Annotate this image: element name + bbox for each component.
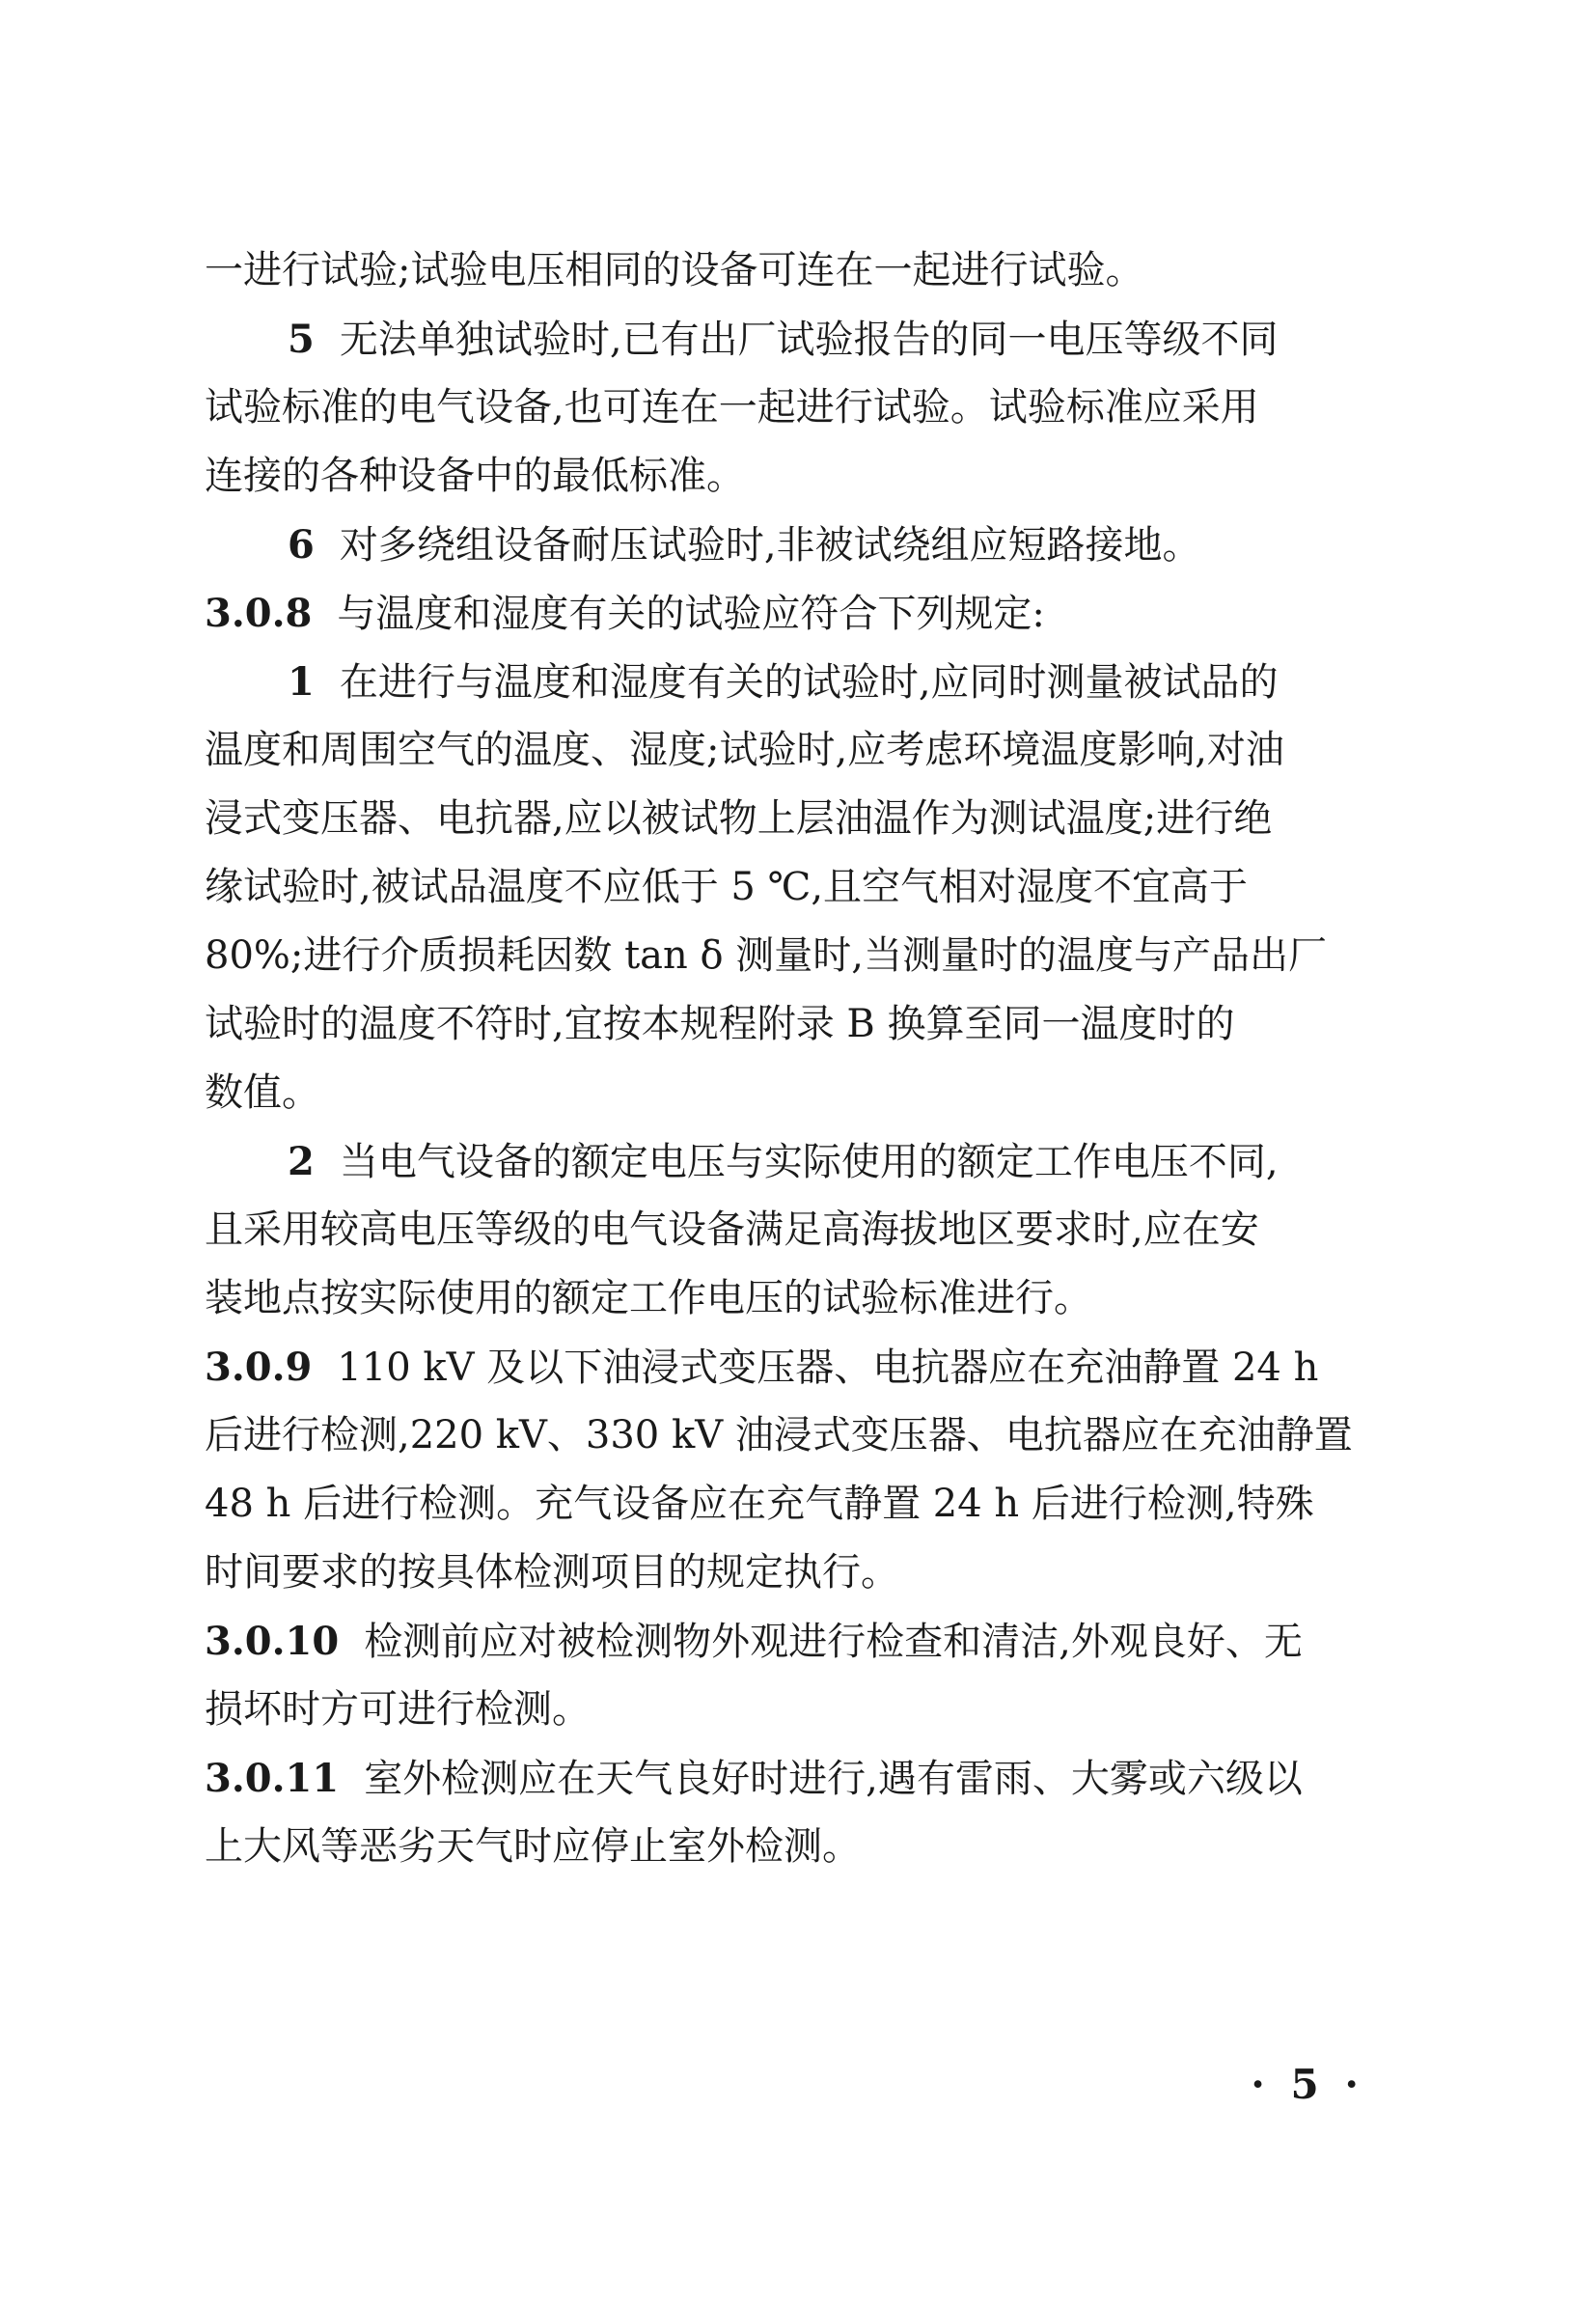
text-line: 且采用较高电压等级的电气设备满足高海拔地区要求时,应在安 — [205, 1207, 1259, 1252]
clause-number: 3.0.11 — [205, 1756, 340, 1801]
page-number: · 5 · — [1251, 2061, 1364, 2108]
text-line: 浸式变压器、电抗器,应以被试物上层油温作为测试温度;进行绝 — [205, 796, 1273, 841]
list-item-5: 5 无法单独试验时,已有出厂试验报告的同一电压等级不同 — [288, 317, 1279, 362]
list-item-6: 6 对多绕组设备耐压试验时,非被试绕组应短路接地。 — [288, 522, 1201, 568]
text-line: 80%;进行介质损耗因数 tan δ 测量时,当测量时的温度与产品出厂 — [205, 933, 1328, 978]
clause-number: 3.0.9 — [205, 1345, 313, 1390]
text-line: 时间要求的按具体检测项目的规定执行。 — [205, 1550, 899, 1595]
text-line: 温度和周围空气的温度、湿度;试验时,应考虑环境温度影响,对油 — [205, 728, 1284, 772]
clause-3-0-11: 3.0.11 室外检测应在天气良好时进行,遇有雷雨、大雾或六级以 — [205, 1756, 1303, 1801]
text-line: 一进行试验;试验电压相同的设备可连在一起进行试验。 — [205, 248, 1144, 292]
clause-3-0-8: 3.0.8 与温度和湿度有关的试验应符合下列规定: — [205, 591, 1045, 636]
text-line: 后进行检测,220 kV、330 kV 油浸式变压器、电抗器应在充油静置 — [205, 1413, 1353, 1457]
clause-number: 3.0.10 — [205, 1619, 340, 1664]
item-number: 6 — [288, 522, 315, 568]
text-line: 损坏时方可进行检测。 — [205, 1687, 591, 1732]
clause-number: 3.0.8 — [205, 591, 313, 636]
clause-3-0-9: 3.0.9 110 kV 及以下油浸式变压器、电抗器应在充油静置 24 h — [205, 1345, 1319, 1390]
page-body — [205, 236, 1401, 1881]
text-line: 试验标准的电气设备,也可连在一起进行试验。试验标准应采用 — [205, 385, 1259, 430]
item-number: 1 — [288, 659, 315, 705]
item-number: 2 — [288, 1139, 315, 1184]
text-line: 上大风等恶劣天气时应停止室外检测。 — [205, 1824, 861, 1869]
clause-3-0-10: 3.0.10 检测前应对被检测物外观进行检查和清洁,外观良好、无 — [205, 1619, 1303, 1664]
text-line: 缘试验时,被试品温度不应低于 5 ℃,且空气相对湿度不宜高于 — [205, 865, 1249, 909]
text-line: 试验时的温度不符时,宜按本规程附录 B 换算至同一温度时的 — [205, 1002, 1235, 1046]
list-item-2: 2 当电气设备的额定电压与实际使用的额定工作电压不同, — [288, 1139, 1279, 1184]
list-item-1: 1 在进行与温度和湿度有关的试验时,应同时测量被试品的 — [288, 659, 1279, 705]
text-line: 48 h 后进行检测。充气设备应在充气静置 24 h 后进行检测,特殊 — [205, 1482, 1314, 1526]
text-line: 装地点按实际使用的额定工作电压的试验标准进行。 — [205, 1276, 1092, 1320]
text-line: 数值。 — [205, 1070, 320, 1115]
text-line: 连接的各种设备中的最低标准。 — [205, 454, 745, 498]
item-number: 5 — [288, 317, 315, 362]
